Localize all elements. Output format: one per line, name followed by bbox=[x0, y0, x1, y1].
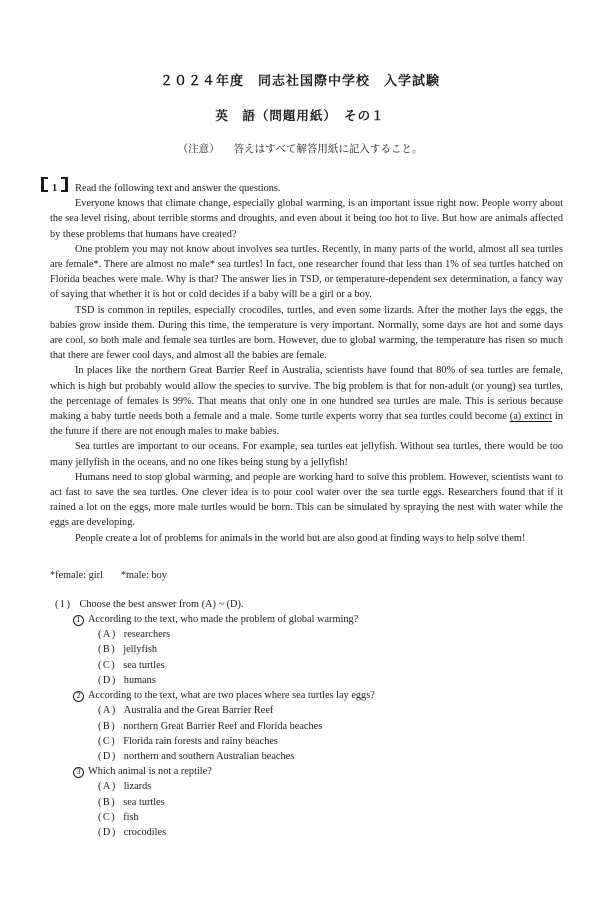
choice-label: (C) bbox=[98, 735, 117, 747]
paragraph bbox=[50, 363, 563, 439]
question-item bbox=[73, 612, 600, 627]
choice-row bbox=[98, 795, 600, 810]
choice-label: (A) bbox=[98, 705, 117, 717]
choice-text: jellyfish bbox=[123, 644, 157, 656]
left-bracket-icon bbox=[41, 177, 48, 192]
choice-row bbox=[98, 779, 600, 794]
choice-row bbox=[98, 734, 600, 749]
question-section-header bbox=[55, 597, 600, 612]
choice-text: sea turtles bbox=[123, 659, 165, 671]
choice-text: northern Great Barrier Reef and Florida beaches bbox=[123, 720, 323, 732]
question-item bbox=[73, 688, 600, 703]
header bbox=[0, 0, 600, 156]
choice-row bbox=[98, 749, 600, 764]
questions-section bbox=[0, 597, 600, 840]
notice-label: （注意） bbox=[177, 143, 220, 155]
circled-number: 3 bbox=[73, 767, 84, 778]
instruction-text: Read the following text and answer the questions. bbox=[75, 183, 281, 194]
circled-number: 1 bbox=[73, 615, 84, 626]
choice-text: fish bbox=[123, 811, 139, 823]
choice-row bbox=[98, 703, 600, 718]
choice-text: Australia and the Great Barrier Reef bbox=[123, 705, 274, 717]
paragraph-text-after: in the future if there are not enough males to make babies. bbox=[50, 411, 563, 438]
paragraph: Humans need to stop global warming, and people are working hard to solve this problem. However, scientists want to act fast to save the sea turtles. One clever idea is to pour cool water over the sea turtle eggs. Researchers found that if it rained a lot on the eggs, more male turtles would be born. This can be simulated by spraying the nest with water while the eggs are developing. bbox=[50, 471, 563, 529]
choice-text: humans bbox=[123, 674, 156, 686]
paragraph: Sea turtles are important to our oceans. For example, sea turtles eat jellyfish. Without sea turtles, there would be too many jellyfish in the oceans, and no one likes being stung by a jellyfish! bbox=[50, 441, 563, 468]
choice-text: Florida rain forests and rainy beaches bbox=[123, 735, 278, 747]
reading-passage bbox=[0, 177, 600, 546]
choice-row bbox=[98, 642, 600, 657]
choice-text: researchers bbox=[123, 629, 171, 641]
circled-number: 2 bbox=[73, 691, 84, 702]
choice-row bbox=[98, 673, 600, 688]
choice-label: (C) bbox=[98, 659, 117, 671]
choice-label: (A) bbox=[98, 781, 117, 793]
exam-subtitle: 英 語（問題用紙） その１ bbox=[215, 109, 385, 123]
choice-label: (B) bbox=[98, 796, 117, 808]
question-section-instruction: Choose the best answer from (A) ~ (D). bbox=[79, 598, 244, 610]
section-instruction-line bbox=[41, 177, 563, 196]
choice-label: (A) bbox=[98, 629, 117, 641]
exam-title: ２０２４年度 同志社国際中学校 入学試験 bbox=[159, 73, 440, 88]
footnotes bbox=[0, 570, 600, 581]
choice-label: (D) bbox=[98, 750, 117, 762]
choice-text: northern and southern Australian beaches bbox=[123, 750, 295, 762]
choice-text: lizards bbox=[123, 781, 152, 793]
paragraph: Everyone knows that climate change, especially global warming, is an important issue right now. People worry about the sea level rising, about terrible storms and droughts, and even about it being too hot to live. But how are animals affected by these problems that humans have created? bbox=[50, 198, 563, 240]
paragraph: People create a lot of problems for animals in the world but are also good at finding ways to help solve them! bbox=[75, 532, 526, 544]
choice-label: (B) bbox=[98, 720, 117, 732]
choice-label: (B) bbox=[98, 644, 117, 656]
footnote-female: *female: girl bbox=[50, 569, 103, 581]
paragraph-text-before: In places like the northern Great Barrier Reef in Australia, scientists have found that 80% of sea turtles are female, which is high but probably would allow the species to survive. The big problem is that for non-adult (or young) sea turtles, the percentage of females is 99%. That means that only one in one hundred sea turtles are male. This is serious because making a baby turtle needs both a female and a male. Some turtle experts worry that sea turtles could become bbox=[50, 365, 563, 423]
underlined-phrase: (a) extinct bbox=[509, 411, 553, 423]
choice-row bbox=[98, 719, 600, 734]
choice-label: (C) bbox=[98, 811, 117, 823]
choice-row bbox=[98, 825, 600, 840]
paragraph: TSD is common in reptiles, especially crocodiles, turtles, and even some lizards. After the mother lays the eggs, the babies grow inside them. During this time, the temperature is very important. Normally, some days are hot and some days are cool, so both male and female sea turtles are born. However, due to global warming, the temperature has risen so much that there are fewer cool days, and almost all the babies are female. bbox=[50, 304, 563, 362]
question-text: Which animal is not a reptile? bbox=[88, 766, 212, 778]
choice-label: (D) bbox=[98, 826, 117, 838]
choice-row bbox=[98, 658, 600, 673]
section-number: 1 bbox=[52, 183, 58, 194]
question-text: According to the text, who made the problem of global warming? bbox=[88, 614, 359, 626]
choice-row bbox=[98, 627, 600, 642]
choice-label: (D) bbox=[98, 674, 117, 686]
paragraph: One problem you may not know about involves sea turtles. Recently, in many parts of the world, almost all sea turtles are female*. There are almost no male* sea turtles! In fact, one researcher found that less than 1% of sea turtles hatched on Florida beaches were male. Why is that? The answer lies in TSD, or temperature-dependent sex determination, a fancy way of saying that whether it is hot or cold decides if a baby will be a girl or a boy. bbox=[50, 243, 563, 301]
question-section-label: (1) bbox=[55, 598, 72, 610]
choice-text: crocodiles bbox=[123, 826, 167, 838]
question-item bbox=[73, 764, 600, 779]
choice-text: sea turtles bbox=[123, 796, 165, 808]
notice-text: 答えはすべて解答用紙に記入すること。 bbox=[233, 143, 423, 155]
right-bracket-icon bbox=[61, 177, 68, 192]
footnote-male: *male: boy bbox=[120, 569, 167, 581]
choice-row bbox=[98, 810, 600, 825]
question-text: According to the text, what are two places where sea turtles lay eggs? bbox=[88, 690, 375, 702]
notice-line bbox=[0, 141, 600, 156]
